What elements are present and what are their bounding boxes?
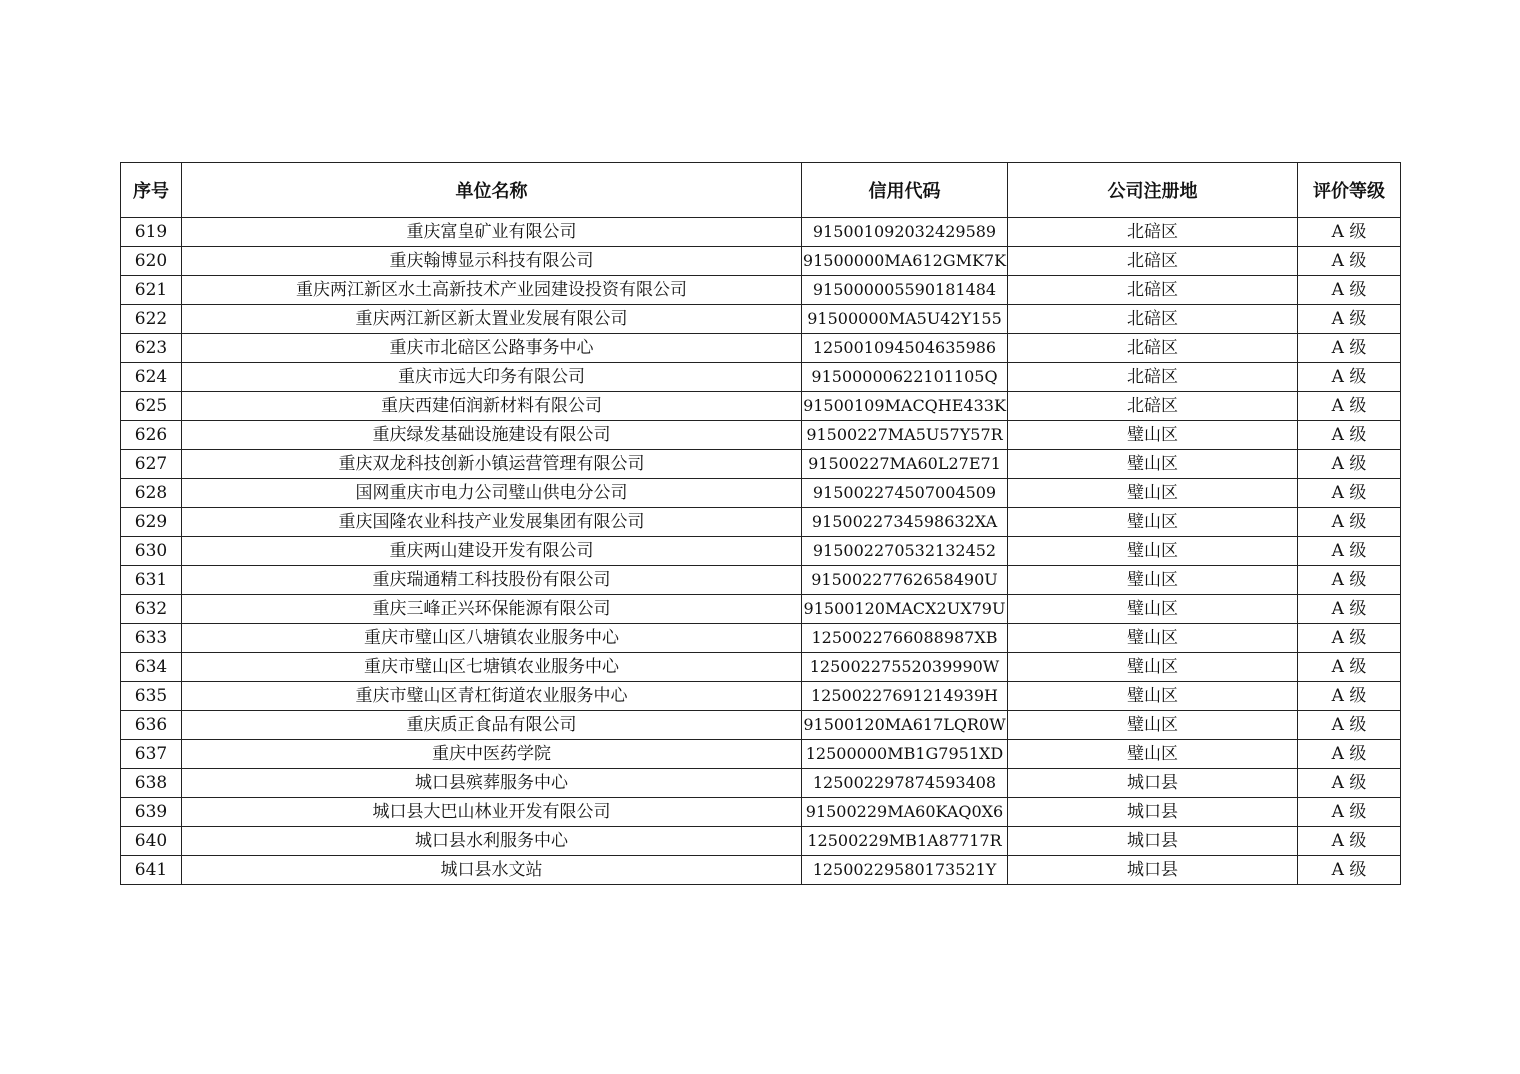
rating-grade-cell: A 级 xyxy=(1298,566,1401,595)
serial-number-cell: 627 xyxy=(121,450,182,479)
rating-grade-cell: A 级 xyxy=(1298,218,1401,247)
rating-grade-cell: A 级 xyxy=(1298,711,1401,740)
table-row xyxy=(121,305,1401,334)
registration-place-cell: 璧山区 xyxy=(1008,595,1298,624)
registration-place-cell: 城口县 xyxy=(1008,798,1298,827)
registration-place-cell: 璧山区 xyxy=(1008,479,1298,508)
registration-place-cell: 璧山区 xyxy=(1008,421,1298,450)
registration-place-cell: 璧山区 xyxy=(1008,508,1298,537)
registration-place-cell: 璧山区 xyxy=(1008,450,1298,479)
credit-code-cell: 91500000MA5U42Y155 xyxy=(802,305,1008,334)
serial-number-cell: 631 xyxy=(121,566,182,595)
credit-code-cell: 91500227MA60L27E71 xyxy=(802,450,1008,479)
credit-code-cell: 91500109MACQHE433K xyxy=(802,392,1008,421)
credit-code-cell: 12500000MB1G7951XD xyxy=(802,740,1008,769)
serial-number-cell: 626 xyxy=(121,421,182,450)
table-row xyxy=(121,798,1401,827)
unit-name-cell: 重庆两江新区水土高新技术产业园建设投资有限公司 xyxy=(182,276,802,305)
rating-grade-cell: A 级 xyxy=(1298,798,1401,827)
credit-code-cell: 12500229580173521Y xyxy=(802,856,1008,885)
credit-code-cell: 91500229MA60KAQ0X6 xyxy=(802,798,1008,827)
registration-place-cell: 北碚区 xyxy=(1008,276,1298,305)
table-row xyxy=(121,566,1401,595)
credit-code-cell: 915001092032429589 xyxy=(802,218,1008,247)
serial-number-cell: 619 xyxy=(121,218,182,247)
registration-place-cell: 璧山区 xyxy=(1008,682,1298,711)
serial-number-cell: 621 xyxy=(121,276,182,305)
rating-grade-cell: A 级 xyxy=(1298,479,1401,508)
unit-name-cell: 城口县水利服务中心 xyxy=(182,827,802,856)
rating-grade-cell: A 级 xyxy=(1298,740,1401,769)
serial-number-cell: 620 xyxy=(121,247,182,276)
header-serial-number: 序号 xyxy=(121,163,182,218)
rating-grade-cell: A 级 xyxy=(1298,595,1401,624)
table-row xyxy=(121,624,1401,653)
rating-grade-cell: A 级 xyxy=(1298,392,1401,421)
registration-place-cell: 北碚区 xyxy=(1008,218,1298,247)
table-row xyxy=(121,363,1401,392)
registration-place-cell: 璧山区 xyxy=(1008,566,1298,595)
table-row xyxy=(121,334,1401,363)
unit-name-cell: 重庆市璧山区青杠街道农业服务中心 xyxy=(182,682,802,711)
table-row xyxy=(121,653,1401,682)
table-row xyxy=(121,769,1401,798)
registration-place-cell: 璧山区 xyxy=(1008,740,1298,769)
rating-grade-cell: A 级 xyxy=(1298,537,1401,566)
table-row xyxy=(121,508,1401,537)
rating-grade-cell: A 级 xyxy=(1298,856,1401,885)
rating-grade-cell: A 级 xyxy=(1298,682,1401,711)
table-row xyxy=(121,682,1401,711)
registration-place-cell: 璧山区 xyxy=(1008,537,1298,566)
serial-number-cell: 625 xyxy=(121,392,182,421)
unit-name-cell: 城口县殡葬服务中心 xyxy=(182,769,802,798)
unit-name-cell: 重庆三峰正兴环保能源有限公司 xyxy=(182,595,802,624)
unit-name-cell: 国网重庆市电力公司璧山供电分公司 xyxy=(182,479,802,508)
table-row xyxy=(121,856,1401,885)
serial-number-cell: 624 xyxy=(121,363,182,392)
table-row xyxy=(121,711,1401,740)
table-row xyxy=(121,392,1401,421)
rating-grade-cell: A 级 xyxy=(1298,276,1401,305)
registration-place-cell: 璧山区 xyxy=(1008,711,1298,740)
credit-code-cell: 91500000MA612GMK7K xyxy=(802,247,1008,276)
rating-grade-cell: A 级 xyxy=(1298,334,1401,363)
credit-code-cell: 9150022734598632XA xyxy=(802,508,1008,537)
unit-name-cell: 重庆翰博显示科技有限公司 xyxy=(182,247,802,276)
registration-place-cell: 北碚区 xyxy=(1008,334,1298,363)
unit-name-cell: 重庆两江新区新太置业发展有限公司 xyxy=(182,305,802,334)
credit-code-cell: 12500227691214939H xyxy=(802,682,1008,711)
table-row xyxy=(121,450,1401,479)
rating-grade-cell: A 级 xyxy=(1298,363,1401,392)
serial-number-cell: 637 xyxy=(121,740,182,769)
credit-code-cell: 125001094504635986 xyxy=(802,334,1008,363)
unit-name-cell: 重庆富皇矿业有限公司 xyxy=(182,218,802,247)
credit-code-cell: 915000005590181484 xyxy=(802,276,1008,305)
table-row xyxy=(121,247,1401,276)
unit-name-cell: 城口县水文站 xyxy=(182,856,802,885)
table-row xyxy=(121,218,1401,247)
unit-name-cell: 重庆市北碚区公路事务中心 xyxy=(182,334,802,363)
serial-number-cell: 636 xyxy=(121,711,182,740)
table-body xyxy=(121,218,1401,885)
unit-name-cell: 重庆西建佰润新材料有限公司 xyxy=(182,392,802,421)
credit-code-cell: 91500120MA617LQR0W xyxy=(802,711,1008,740)
rating-grade-cell: A 级 xyxy=(1298,624,1401,653)
rating-grade-cell: A 级 xyxy=(1298,305,1401,334)
credit-code-cell: 91500000622101105Q xyxy=(802,363,1008,392)
credit-code-cell: 91500120MACX2UX79U xyxy=(802,595,1008,624)
registration-place-cell: 城口县 xyxy=(1008,856,1298,885)
header-rating-grade: 评价等级 xyxy=(1298,163,1401,218)
serial-number-cell: 639 xyxy=(121,798,182,827)
table-row xyxy=(121,595,1401,624)
header-credit-code: 信用代码 xyxy=(802,163,1008,218)
credit-code-cell: 125002297874593408 xyxy=(802,769,1008,798)
table-row xyxy=(121,276,1401,305)
registration-place-cell: 北碚区 xyxy=(1008,305,1298,334)
unit-name-cell: 重庆市璧山区八塘镇农业服务中心 xyxy=(182,624,802,653)
registration-place-cell: 城口县 xyxy=(1008,769,1298,798)
header-registration-place: 公司注册地 xyxy=(1008,163,1298,218)
table-row xyxy=(121,479,1401,508)
rating-grade-cell: A 级 xyxy=(1298,247,1401,276)
credit-rating-table xyxy=(120,162,1401,885)
registration-place-cell: 城口县 xyxy=(1008,827,1298,856)
serial-number-cell: 623 xyxy=(121,334,182,363)
serial-number-cell: 622 xyxy=(121,305,182,334)
rating-grade-cell: A 级 xyxy=(1298,769,1401,798)
unit-name-cell: 重庆质正食品有限公司 xyxy=(182,711,802,740)
unit-name-cell: 重庆双龙科技创新小镇运营管理有限公司 xyxy=(182,450,802,479)
unit-name-cell: 重庆中医药学院 xyxy=(182,740,802,769)
credit-code-cell: 91500227MA5U57Y57R xyxy=(802,421,1008,450)
credit-code-cell: 91500227762658490U xyxy=(802,566,1008,595)
registration-place-cell: 北碚区 xyxy=(1008,392,1298,421)
document-page xyxy=(120,162,1400,885)
rating-grade-cell: A 级 xyxy=(1298,421,1401,450)
serial-number-cell: 634 xyxy=(121,653,182,682)
unit-name-cell: 重庆瑞通精工科技股份有限公司 xyxy=(182,566,802,595)
serial-number-cell: 640 xyxy=(121,827,182,856)
credit-code-cell: 915002274507004509 xyxy=(802,479,1008,508)
table-row xyxy=(121,740,1401,769)
rating-grade-cell: A 级 xyxy=(1298,508,1401,537)
credit-code-cell: 12500229MB1A87717R xyxy=(802,827,1008,856)
registration-place-cell: 北碚区 xyxy=(1008,247,1298,276)
serial-number-cell: 630 xyxy=(121,537,182,566)
rating-grade-cell: A 级 xyxy=(1298,653,1401,682)
serial-number-cell: 638 xyxy=(121,769,182,798)
unit-name-cell: 重庆市璧山区七塘镇农业服务中心 xyxy=(182,653,802,682)
unit-name-cell: 城口县大巴山林业开发有限公司 xyxy=(182,798,802,827)
registration-place-cell: 璧山区 xyxy=(1008,624,1298,653)
registration-place-cell: 璧山区 xyxy=(1008,653,1298,682)
unit-name-cell: 重庆国隆农业科技产业发展集团有限公司 xyxy=(182,508,802,537)
serial-number-cell: 629 xyxy=(121,508,182,537)
credit-code-cell: 12500227552039990W xyxy=(802,653,1008,682)
header-row xyxy=(121,163,1401,218)
serial-number-cell: 635 xyxy=(121,682,182,711)
unit-name-cell: 重庆绿发基础设施建设有限公司 xyxy=(182,421,802,450)
credit-code-cell: 1250022766088987XB xyxy=(802,624,1008,653)
serial-number-cell: 641 xyxy=(121,856,182,885)
serial-number-cell: 633 xyxy=(121,624,182,653)
table-row xyxy=(121,827,1401,856)
serial-number-cell: 628 xyxy=(121,479,182,508)
registration-place-cell: 北碚区 xyxy=(1008,363,1298,392)
serial-number-cell: 632 xyxy=(121,595,182,624)
credit-code-cell: 915002270532132452 xyxy=(802,537,1008,566)
unit-name-cell: 重庆两山建设开发有限公司 xyxy=(182,537,802,566)
unit-name-cell: 重庆市远大印务有限公司 xyxy=(182,363,802,392)
rating-grade-cell: A 级 xyxy=(1298,827,1401,856)
header-unit-name: 单位名称 xyxy=(182,163,802,218)
rating-grade-cell: A 级 xyxy=(1298,450,1401,479)
table-header xyxy=(121,163,1401,218)
table-row xyxy=(121,537,1401,566)
table-row xyxy=(121,421,1401,450)
